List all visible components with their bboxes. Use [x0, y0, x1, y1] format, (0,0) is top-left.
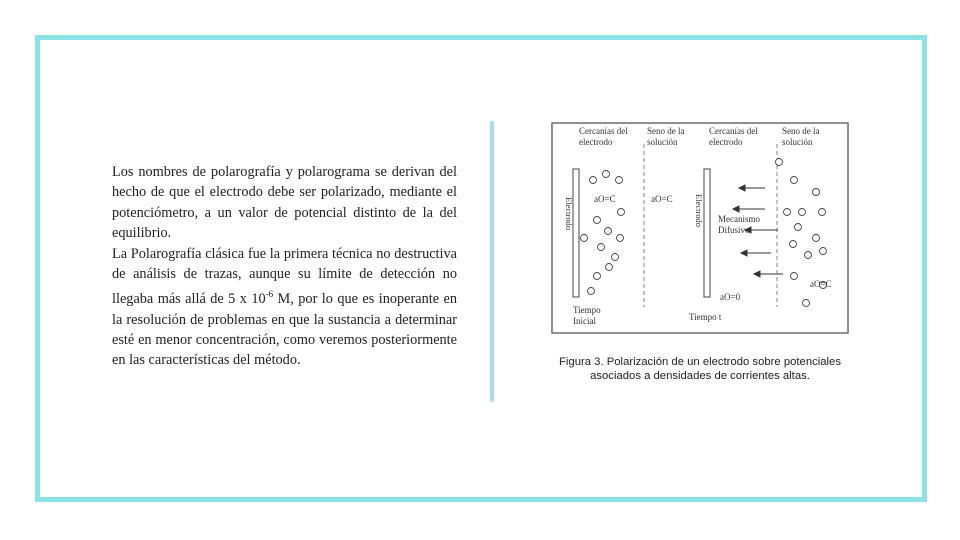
left-electrode-label: Electrodo	[564, 197, 574, 231]
detection-exponent: -6	[265, 289, 274, 300]
figure-caption	[540, 356, 860, 383]
left-near-header-1: Cercanías del	[579, 126, 628, 136]
right-electrode-label: Electrodo	[694, 194, 704, 228]
left-bulk-concentration: aO=C	[651, 194, 673, 204]
paragraph-classic-polarography	[112, 244, 457, 371]
left-bulk-header-2: solución	[647, 137, 678, 147]
mechanism-label-2: Difusivo	[718, 225, 750, 235]
caption-line-2: asociados a densidades de corrientes altas.	[590, 369, 810, 382]
initial-time-label-2: Inicial	[573, 316, 596, 326]
polarization-figure	[551, 122, 849, 334]
mechanism-label-1: Mecanismo	[718, 214, 760, 224]
paragraph-polarography-names: Los nombres de polarografía y polarograma se derivan del hecho de que el electrodo debe ser polarizado, mediante el potenciómetro, a un valor de potencial distinto de la del equilibrio.	[112, 164, 457, 242]
right-bulk-concentration: aO=C	[810, 279, 832, 289]
vertical-divider	[490, 121, 494, 401]
left-bulk-header-1: Seno de la	[647, 126, 685, 136]
initial-time-label-1: Tiempo	[573, 305, 601, 315]
surface-concentration: aO=0	[720, 292, 741, 302]
left-near-concentration: aO=C	[594, 194, 616, 204]
right-near-header-2: electrodo	[709, 137, 743, 147]
time-t-label: Tiempo t	[689, 312, 722, 322]
right-bulk-header-2: solución	[782, 137, 813, 147]
right-bulk-header-1: Seno de la	[782, 126, 820, 136]
caption-line-1: Figura 3. Polarización de un electrodo sobre potenciales	[559, 356, 841, 368]
paragraph-part-after: M, por lo que es inoperante en la resolución de problemas en que la sustancia a determinar esté en menor concentración, como veremos posteriormente en las características del método.	[112, 291, 457, 369]
right-near-header-1: Cercanías del	[709, 126, 758, 136]
right-electrode	[704, 169, 710, 297]
paragraph-part-before: La Polarografía clásica fue la primera técnica no destructiva de análisis de trazas, aunque su límite de detección no llegaba más allá de 5 x 10	[112, 245, 457, 308]
left-near-header-2: electrodo	[579, 137, 613, 147]
left-electrode	[573, 169, 579, 297]
body-text	[112, 162, 457, 371]
